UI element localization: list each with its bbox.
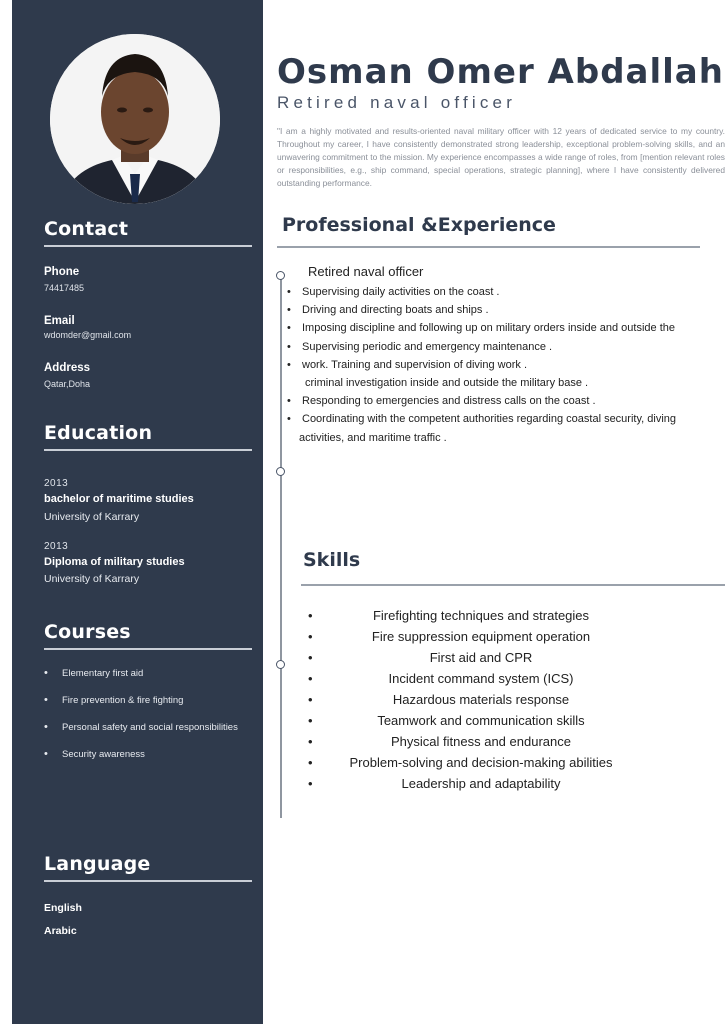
education-degree: Diploma of military studies bbox=[44, 556, 185, 568]
language-heading: Language bbox=[44, 853, 252, 882]
courses-heading: Courses bbox=[44, 621, 252, 650]
duty-item: • Coordinating with the competent authorities regarding coastal security, diving bbox=[287, 410, 725, 428]
education-year: 2013 bbox=[44, 478, 69, 489]
skills-heading: Skills bbox=[303, 549, 361, 571]
experience-divider bbox=[277, 246, 700, 248]
duty-item: activities, and maritime traffic . bbox=[299, 431, 447, 444]
sidebar bbox=[12, 0, 263, 1024]
skills-list bbox=[300, 605, 662, 794]
address-label: Address bbox=[44, 362, 91, 374]
contact-heading: Contact bbox=[44, 218, 252, 247]
course-item: • Security awareness bbox=[44, 749, 238, 776]
course-item: • Fire prevention & fire fighting bbox=[44, 695, 238, 722]
skill-item: • Hazardous materials response bbox=[300, 689, 662, 710]
duty-item: • Responding to emergencies and distress calls on the coast . bbox=[287, 392, 725, 410]
course-item: • Personal safety and social responsibilities bbox=[44, 722, 238, 749]
course-item: • Elementary first aid bbox=[44, 668, 238, 695]
skill-item: • Fire suppression equipment operation bbox=[300, 626, 662, 647]
duty-item: • Supervising periodic and emergency maintenance . bbox=[287, 338, 725, 356]
job-title: Retired naval officer bbox=[308, 264, 424, 279]
profile-photo bbox=[50, 34, 220, 204]
candidate-name: Osman Omer Abdallah bbox=[277, 52, 724, 92]
timeline-dot bbox=[276, 271, 285, 280]
profile-summary: "I am a highly motivated and results-oriented naval military officer with 12 years of dedicated service to my country. Throughout my career, I have consistently demonstrated strong leadership, exceptional problem-solving skills, and an unwavering commitment to the mission. My experience encompasses a wide range of roles, from [mention relevant roles or responsibilities, e.g., ship command, special operations, strategic planning], where I have consistently delivered outstanding performance. bbox=[277, 126, 725, 188]
skill-item: • First aid and CPR bbox=[300, 647, 662, 668]
language-item: English bbox=[44, 902, 82, 914]
skill-item: • Teamwork and communication skills bbox=[300, 710, 662, 731]
courses-list bbox=[44, 668, 238, 776]
experience-heading: Professional &Experience bbox=[282, 214, 556, 236]
phone-value[interactable]: 74417485 bbox=[44, 283, 85, 293]
skill-item: • Leadership and adaptability bbox=[300, 773, 662, 794]
duty-item: • Driving and directing boats and ships . bbox=[287, 301, 725, 319]
skill-item: • Firefighting techniques and strategies bbox=[300, 605, 662, 626]
phone-label: Phone bbox=[44, 266, 80, 278]
education-degree: bachelor of maritime studies bbox=[44, 493, 194, 505]
duties-list bbox=[287, 283, 725, 447]
timeline-line bbox=[280, 274, 282, 818]
candidate-role: Retired naval officer bbox=[277, 93, 517, 112]
email-label: Email bbox=[44, 315, 75, 327]
skill-item: • Incident command system (ICS) bbox=[300, 668, 662, 689]
skills-divider bbox=[301, 584, 725, 586]
address-value: Qatar,Doha bbox=[44, 379, 91, 389]
language-item: Arabic bbox=[44, 925, 77, 937]
education-school: University of Karrary bbox=[44, 573, 140, 585]
timeline-dot bbox=[276, 467, 285, 476]
skill-item: • Problem-solving and decision-making abilities bbox=[300, 752, 662, 773]
duty-item: • work. Training and supervision of diving work . bbox=[287, 356, 725, 374]
profile-portrait-icon bbox=[50, 34, 220, 204]
education-heading: Education bbox=[44, 422, 252, 451]
duty-item: criminal investigation inside and outside the military base . bbox=[305, 377, 589, 390]
timeline-dot bbox=[276, 660, 285, 669]
education-school: University of Karrary bbox=[44, 511, 140, 523]
education-year: 2013 bbox=[44, 541, 69, 552]
skill-item: • Physical fitness and endurance bbox=[300, 731, 662, 752]
duty-item: • Imposing discipline and following up on military orders inside and outside the bbox=[287, 319, 725, 337]
email-value[interactable]: wdomder@gmail.com bbox=[44, 330, 132, 340]
duty-item: • Supervising daily activities on the coast . bbox=[287, 283, 725, 301]
